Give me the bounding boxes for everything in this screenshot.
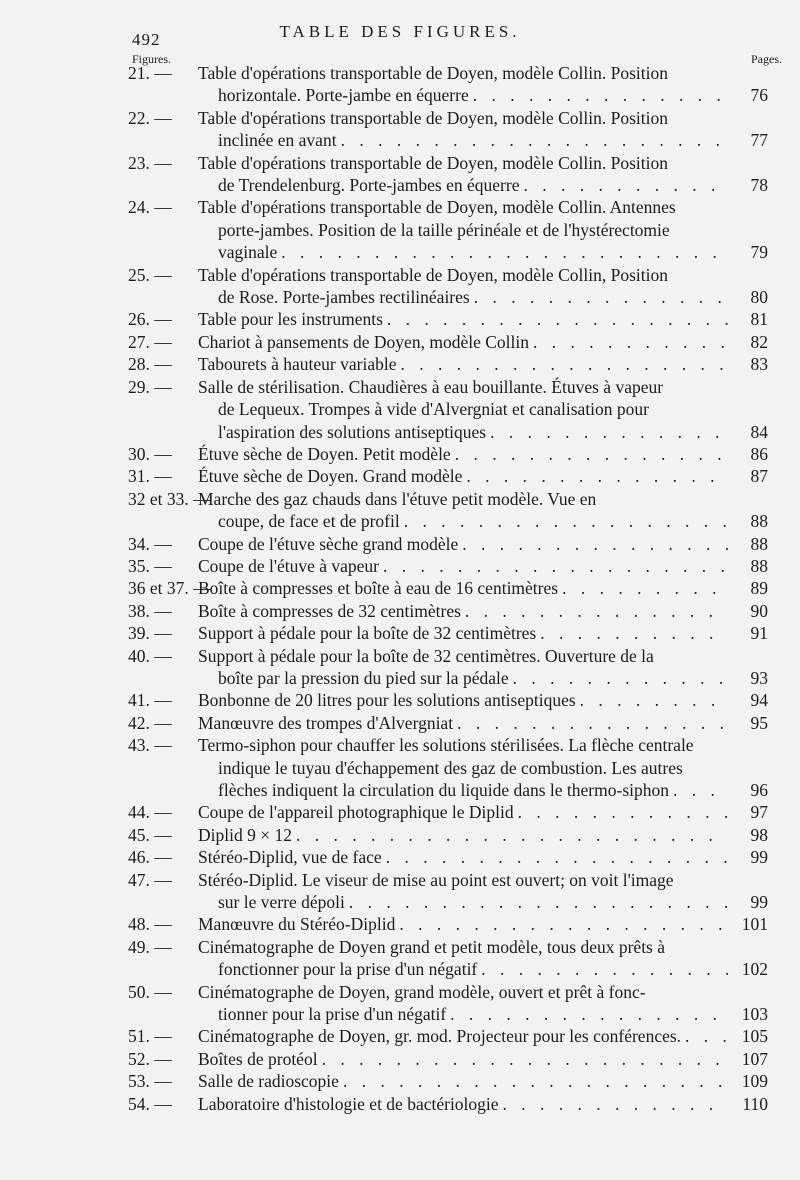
figure-caption-line — [128, 1048, 728, 1070]
figure-number: 27. — — [128, 331, 172, 352]
figure-caption-line: Salle de stérilisation. Chaudières à eau bouillante. Étuves à vapeur — [198, 376, 664, 397]
figure-caption-line — [128, 286, 728, 308]
figure-caption-line — [128, 1070, 728, 1092]
figure-caption-text: Boîte à compresses et boîte à eau de 16 centimètres — [198, 578, 559, 599]
dot-leader — [450, 1003, 728, 1025]
page-reference: 77 — [750, 130, 768, 151]
dot-leader — [343, 1070, 728, 1092]
dot-leader — [673, 779, 728, 801]
figure-caption-text: Stéréo-Diplid, vue de face — [198, 847, 382, 868]
figure-caption-line: Stéréo-Diplid. Le viseur de mise au point est ouvert; on voit l'image — [198, 869, 674, 890]
figure-caption-text: Boîtes de protéol — [198, 1048, 318, 1069]
figure-entry — [128, 264, 768, 309]
figure-entry — [128, 913, 768, 935]
page-reference: 90 — [750, 600, 768, 621]
figure-caption-text: de Trendelenburg. Porte-jambes en équerre — [218, 175, 520, 196]
figure-entry — [128, 824, 768, 846]
figure-caption-text: Bonbonne de 20 litres pour les solutions antiseptiques — [198, 690, 576, 711]
figure-caption-text: Coupe de l'étuve à vapeur — [198, 555, 379, 576]
figure-caption-line — [128, 622, 728, 644]
figure-caption-text: horizontale. Porte-jambe en équerre — [218, 85, 469, 106]
figure-caption-line — [128, 555, 728, 577]
dot-leader — [457, 712, 728, 734]
figure-caption-text: coupe, de face et de profil — [218, 511, 400, 532]
dot-leader — [387, 308, 728, 330]
figure-entry — [128, 936, 768, 981]
figure-caption-line — [128, 913, 728, 935]
figure-caption-text: de Rose. Porte-jambes rectilinéaires — [218, 287, 470, 308]
figure-entry — [128, 353, 768, 375]
dot-leader — [490, 421, 728, 443]
page-reference: 86 — [750, 443, 768, 464]
figure-entry — [128, 846, 768, 868]
dot-leader — [462, 533, 728, 555]
figure-entry — [128, 376, 768, 443]
figure-entry — [128, 981, 768, 1026]
page-reference: 78 — [750, 175, 768, 196]
figure-caption-text: Cinématographe de Doyen, gr. mod. Projecteur pour les conférences. — [198, 1026, 682, 1047]
figure-entry — [128, 645, 768, 690]
figure-caption-text: Étuve sèche de Doyen. Petit modèle — [198, 443, 451, 464]
dot-leader — [465, 600, 728, 622]
figure-entry — [128, 443, 768, 465]
figure-caption-text: sur le verre dépoli — [218, 892, 345, 913]
figure-number: 29. — — [128, 376, 172, 397]
dot-leader — [383, 555, 728, 577]
figure-number: 31. — — [128, 466, 172, 487]
figure-entry — [128, 331, 768, 353]
dot-leader — [296, 824, 728, 846]
page-reference: 76 — [750, 85, 768, 106]
figure-number: 52. — — [128, 1048, 172, 1069]
figure-entry — [128, 869, 768, 914]
figure-caption-line: Table d'opérations transportable de Doyen, modèle Collin, Position — [198, 264, 668, 285]
dot-leader — [481, 958, 728, 980]
figure-number: 36 et 37. — — [128, 578, 211, 599]
page-reference: 99 — [750, 892, 768, 913]
figure-caption-line — [128, 443, 728, 465]
figure-entry — [128, 734, 768, 801]
figure-caption-line — [128, 689, 728, 711]
figures-column-label: Figures. — [132, 52, 171, 66]
dot-leader — [533, 331, 728, 353]
page-reference: 93 — [750, 667, 768, 688]
page-reference: 91 — [750, 623, 768, 644]
figure-number: 50. — — [128, 981, 172, 1002]
page-reference: 83 — [750, 354, 768, 375]
figure-caption-text: Manœuvre du Stéréo-Diplid — [198, 914, 396, 935]
figure-caption-text: Salle de radioscopie — [198, 1071, 339, 1092]
page-reference: 84 — [750, 421, 768, 442]
page-reference: 105 — [741, 1026, 768, 1047]
page-reference: 87 — [750, 466, 768, 487]
figure-number: 26. — — [128, 309, 172, 330]
figure-number: 21. — — [128, 63, 172, 83]
figure-number: 44. — — [128, 802, 172, 823]
running-title: TABLE DES FIGURES. — [279, 22, 521, 41]
figure-entry — [128, 465, 768, 487]
figure-caption-line — [128, 421, 728, 443]
page-reference: 88 — [750, 511, 768, 532]
figure-caption-text: flèches indiquent la circulation du liquide dans le thermo-siphon — [218, 780, 669, 800]
figure-caption-line: Support à pédale pour la boîte de 32 centimètres. Ouverture de la — [198, 645, 654, 666]
figure-caption-line: de Lequeux. Trompes à vide d'Alvergniat et canalisation pour — [218, 399, 649, 420]
figure-caption-line: Cinématographe de Doyen grand et petit modèle, tous deux prêts à — [198, 936, 666, 957]
figure-entry — [128, 622, 768, 644]
figure-caption-line — [128, 308, 728, 330]
figure-caption-text: vaginale — [218, 242, 278, 263]
figure-number: 46. — — [128, 847, 172, 868]
figure-caption-line: porte-jambes. Position de la taille périnéale et de l'hystérectomie — [218, 219, 670, 240]
page-reference: 80 — [750, 287, 768, 308]
figure-caption-line — [128, 891, 728, 913]
figure-entry — [128, 712, 768, 734]
page-reference: 102 — [741, 959, 768, 980]
figure-caption-text: Coupe de l'étuve sèche grand modèle — [198, 533, 459, 554]
figure-caption-text: Tabourets à hauteur variable — [198, 354, 397, 375]
figure-caption-line: Table d'opérations transportable de Doyen, modèle Collin. Position — [198, 107, 668, 128]
dot-leader — [523, 174, 728, 196]
figure-number: 45. — — [128, 824, 172, 845]
figure-entry — [128, 196, 768, 263]
page-reference: 88 — [750, 555, 768, 576]
page-reference: 95 — [750, 712, 768, 733]
figure-number: 43. — — [128, 735, 172, 756]
dot-leader — [473, 84, 728, 106]
figure-number: 48. — — [128, 914, 172, 935]
page-reference: 81 — [750, 309, 768, 330]
figure-caption-text: Laboratoire d'histologie et de bactériologie — [198, 1093, 499, 1114]
figure-entry — [128, 689, 768, 711]
figure-caption-line — [128, 353, 728, 375]
dot-leader — [399, 913, 728, 935]
figure-entry — [128, 1070, 768, 1092]
figure-caption-line — [128, 1025, 728, 1047]
figure-caption-text: tionner pour la prise d'un négatif — [218, 1004, 447, 1025]
figure-caption-text: Diplid 9 × 12 — [198, 824, 292, 845]
figure-number: 39. — — [128, 623, 172, 644]
dot-leader — [322, 1048, 728, 1070]
figure-number: 53. — — [128, 1071, 172, 1092]
page-reference: 103 — [741, 1004, 768, 1025]
figure-number: 35. — — [128, 555, 172, 576]
figure-caption-line: Table d'opérations transportable de Doyen, modèle Collin. Position — [198, 63, 668, 83]
figure-entry — [128, 1048, 768, 1070]
figure-caption-line — [128, 600, 728, 622]
page-reference: 98 — [750, 824, 768, 845]
dot-leader — [455, 443, 728, 465]
figure-number: 47. — — [128, 869, 172, 890]
figure-caption-line: Table d'opérations transportable de Doyen, modèle Collin. Position — [198, 152, 668, 173]
figure-entry — [128, 555, 768, 577]
dot-leader — [513, 667, 728, 689]
figure-caption-line — [128, 958, 728, 980]
figure-caption-line — [128, 241, 728, 263]
figure-caption-line — [128, 84, 728, 106]
figure-caption-line — [128, 174, 728, 196]
dot-leader — [281, 241, 728, 263]
figure-number: 23. — — [128, 152, 172, 173]
page-reference: 107 — [741, 1048, 768, 1069]
figure-number: 28. — — [128, 354, 172, 375]
figure-caption-line — [128, 510, 728, 532]
dot-leader — [518, 801, 728, 823]
page-reference: 89 — [750, 578, 768, 599]
figure-number: 49. — — [128, 936, 172, 957]
figure-caption-line: Termo-siphon pour chauffer les solutions stérilisées. La flèche centrale — [198, 735, 694, 756]
dot-leader — [400, 353, 728, 375]
figure-number: 41. — — [128, 690, 172, 711]
figure-caption-line — [128, 801, 728, 823]
dot-leader — [466, 465, 728, 487]
dot-leader — [386, 846, 728, 868]
page-reference: 79 — [750, 242, 768, 263]
figure-number: 51. — — [128, 1026, 172, 1047]
figure-caption-text: Étuve sèche de Doyen. Grand modèle — [198, 466, 463, 487]
figure-caption-line — [128, 331, 728, 353]
figure-caption-text: Chariot à pansements de Doyen, modèle Collin — [198, 331, 529, 352]
figure-number: 40. — — [128, 645, 172, 666]
dot-leader — [341, 129, 728, 151]
figure-caption-text: Boîte à compresses de 32 centimètres — [198, 600, 461, 621]
dot-leader — [562, 577, 728, 599]
dot-leader — [404, 510, 728, 532]
figure-entry — [128, 1025, 768, 1047]
pages-column-label: Pages. — [751, 52, 782, 66]
page-reference: 99 — [750, 847, 768, 868]
page-reference: 101 — [741, 914, 768, 935]
figure-caption-line: Marche des gaz chauds dans l'étuve petit modèle. Vue en — [198, 488, 597, 509]
figure-entry — [128, 600, 768, 622]
figure-caption-text: l'aspiration des solutions antiseptiques — [218, 421, 487, 442]
figure-caption-line — [128, 712, 728, 734]
figure-number: 34. — — [128, 533, 172, 554]
figure-entry — [128, 152, 768, 197]
page-reference: 96 — [750, 780, 768, 800]
figure-entry — [128, 308, 768, 330]
dot-leader — [349, 891, 728, 913]
figure-number: 22. — — [128, 107, 172, 128]
figure-caption-line: Cinématographe de Doyen, grand modèle, ouvert et prêt à fonc- — [198, 981, 646, 1002]
figure-caption-text: boîte par la pression du pied sur la pédale — [218, 667, 509, 688]
figure-number: 25. — — [128, 264, 172, 285]
figure-caption-line — [128, 465, 728, 487]
figure-number: 24. — — [128, 197, 172, 218]
figure-entry — [128, 107, 768, 152]
page-number: 492 — [132, 30, 161, 49]
figure-caption-line — [128, 533, 728, 555]
page-reference: 97 — [750, 802, 768, 823]
figure-list — [128, 62, 768, 1115]
figure-caption-text: inclinée en avant — [218, 130, 337, 151]
figure-caption-text: fonctionner pour la prise d'un négatif — [218, 959, 478, 980]
page-reference: 109 — [741, 1071, 768, 1092]
figure-entry — [128, 577, 768, 599]
dot-leader — [580, 689, 728, 711]
figure-caption-line — [128, 129, 728, 151]
page-reference: 88 — [750, 533, 768, 554]
figure-number: 30. — — [128, 443, 172, 464]
figure-caption-line — [128, 846, 728, 868]
figure-number: 54. — — [128, 1093, 172, 1114]
page-reference: 82 — [750, 331, 768, 352]
dot-leader — [685, 1025, 728, 1047]
figure-caption-line: Table d'opérations transportable de Doyen, modèle Collin. Antennes — [198, 197, 676, 218]
dot-leader — [503, 1093, 728, 1115]
figure-caption-line — [128, 667, 728, 689]
dot-leader — [540, 622, 728, 644]
figure-entry — [128, 62, 768, 107]
figure-entry — [128, 488, 768, 533]
figure-caption-text: Table pour les instruments — [198, 309, 383, 330]
figure-caption-line: indique le tuyau d'échappement des gaz de combustion. Les autres — [218, 757, 683, 778]
figure-number: 38. — — [128, 600, 172, 621]
figure-number: 42. — — [128, 712, 172, 733]
figure-entry — [128, 1093, 768, 1115]
figure-caption-line — [128, 824, 728, 846]
figure-entry — [128, 533, 768, 555]
figure-number: 32 et 33. — — [128, 488, 211, 509]
figure-caption-line — [128, 1003, 728, 1025]
figure-caption-text: Manœuvre des trompes d'Alvergniat — [198, 712, 454, 733]
page-reference: 110 — [742, 1093, 768, 1114]
figure-caption-line — [128, 577, 728, 599]
figure-caption-line — [128, 779, 728, 801]
figure-caption-text: Coupe de l'appareil photographique le Diplid — [198, 802, 514, 823]
page-reference: 94 — [750, 690, 768, 711]
figure-caption-text: Support à pédale pour la boîte de 32 centimètres — [198, 623, 537, 644]
dot-leader — [474, 286, 728, 308]
figure-entry — [128, 801, 768, 823]
figure-caption-line — [128, 1093, 728, 1115]
